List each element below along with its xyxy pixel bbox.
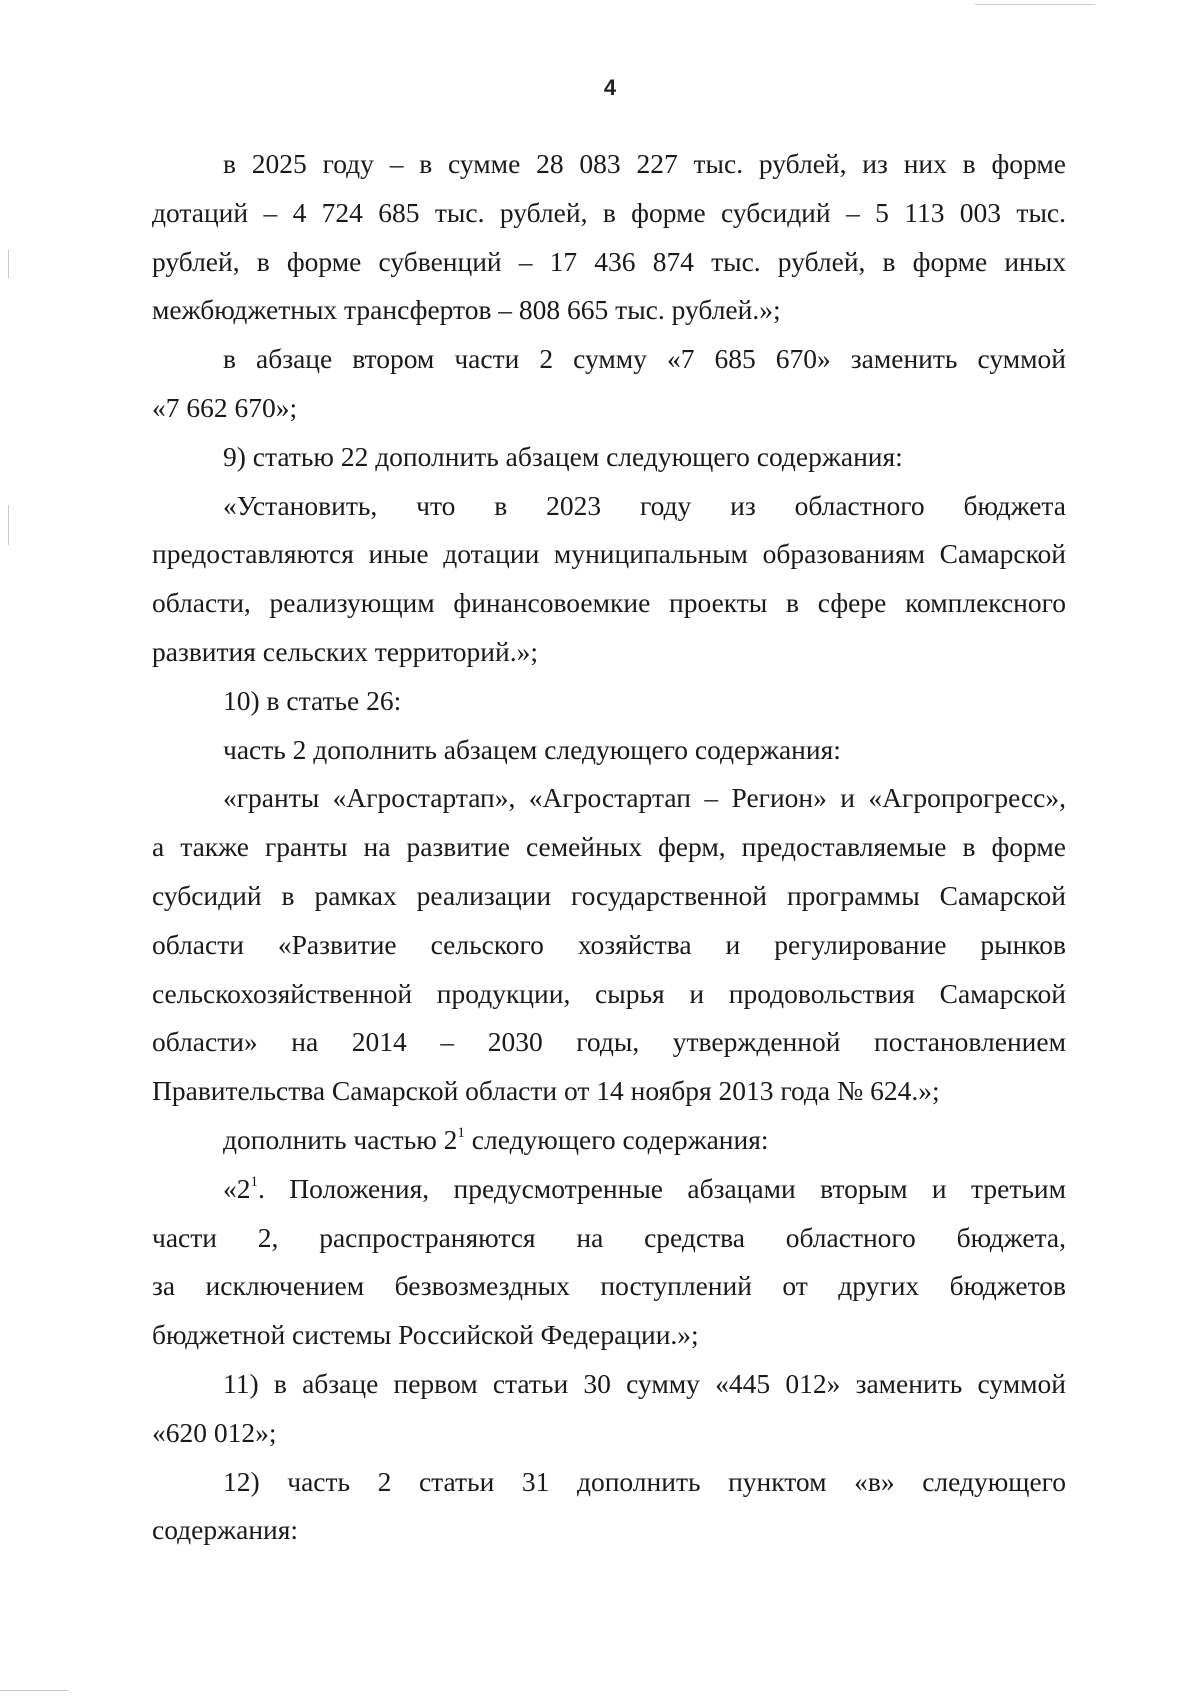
text-line: 11) в абзаце первом статьи 30 сумму «445 012» заменить суммой (223, 1367, 1066, 1399)
text-segment: дополнить частью 2 (223, 1123, 458, 1155)
text-line: Правительства Самарской области от 14 ноября 2013 года № 624.»; (152, 1075, 940, 1107)
paragraph (152, 774, 1066, 1116)
text-line: сельскохозяйственной продукции, сырья и продовольствия Самарской (152, 977, 1066, 1009)
text-segment: следующего содержания: (464, 1123, 769, 1155)
text-line: дотаций – 4 724 685 тыс. рублей, в форме субсидий – 5 113 003 тыс. (152, 196, 1066, 228)
paragraph (152, 335, 1066, 433)
paragraph (152, 726, 1066, 775)
superscript: 1 (457, 1124, 465, 1141)
text-segment: «2 (223, 1172, 251, 1204)
text-line: 12) часть 2 статьи 31 дополнить пунктом «в» следующего (223, 1465, 1066, 1497)
text-line: «7 662 670»; (152, 391, 298, 423)
scan-edge-mark (8, 250, 9, 278)
text-line: 9) статью 22 дополнить абзацем следующего содержания: (223, 440, 903, 472)
text-line: межбюджетных трансфертов – 808 665 тыс. рублей.»; (152, 294, 781, 326)
text-line (152, 1165, 1066, 1214)
paragraph (152, 140, 1066, 335)
text-line: «гранты «Агростартап», «Агростартап – Регион» и «Агропрогресс», (223, 782, 1066, 814)
text-line: субсидий в рамках реализации государственной программы Самарской (152, 879, 1066, 911)
paragraph (152, 433, 1066, 482)
text-line: «Установить, что в 2023 году из областного бюджета (223, 489, 1066, 521)
paragraph (152, 1360, 1066, 1458)
document-body (152, 140, 1066, 1555)
paragraph (152, 1458, 1066, 1556)
scan-edge-mark (975, 4, 1095, 5)
text-line: области «Развитие сельского хозяйства и регулирование рынков (152, 928, 1066, 960)
scan-edge-mark (8, 505, 9, 545)
paragraph (152, 677, 1066, 726)
text-line: за исключением безвозмездных поступлений от других бюджетов (152, 1270, 1066, 1302)
text-line: 10) в статье 26: (223, 684, 402, 716)
text-line: области» на 2014 – 2030 годы, утвержденной постановлением (152, 1026, 1066, 1058)
paragraph (152, 1165, 1066, 1360)
scan-edge-mark (0, 1690, 68, 1691)
text-line: содержания: (152, 1514, 299, 1546)
text-line: в 2025 году – в сумме 28 083 227 тыс. рублей, из них в форме (223, 148, 1066, 179)
text-line: «620 012»; (152, 1416, 277, 1448)
text-line: предоставляются иные дотации муниципальным образованиям Самарской (152, 538, 1066, 570)
paragraph (152, 1116, 1066, 1165)
text-line: часть 2 дополнить абзацем следующего содержания: (223, 733, 841, 765)
superscript: 1 (250, 1173, 258, 1190)
text-line (152, 1116, 1066, 1165)
text-line: а также гранты на развитие семейных ферм, предоставляемые в форме (152, 831, 1066, 863)
text-line: развития сельских территорий.»; (152, 635, 538, 667)
text-segment: . Положения, предусмотренные абзацами вторым и третьим (258, 1172, 1066, 1204)
paragraph (152, 482, 1066, 677)
text-line: части 2, распространяются на средства областного бюджета, (152, 1221, 1066, 1253)
text-line: в абзаце втором части 2 сумму «7 685 670» заменить суммой (223, 343, 1066, 375)
text-line: бюджетной системы Российской Федерации.»; (152, 1319, 699, 1351)
text-line: рублей, в форме субвенций – 17 436 874 тыс. рублей, в форме иных (152, 245, 1066, 277)
page-number: 4 (603, 75, 617, 100)
text-line: области, реализующим финансовоемкие проекты в сфере комплексного (152, 587, 1066, 619)
